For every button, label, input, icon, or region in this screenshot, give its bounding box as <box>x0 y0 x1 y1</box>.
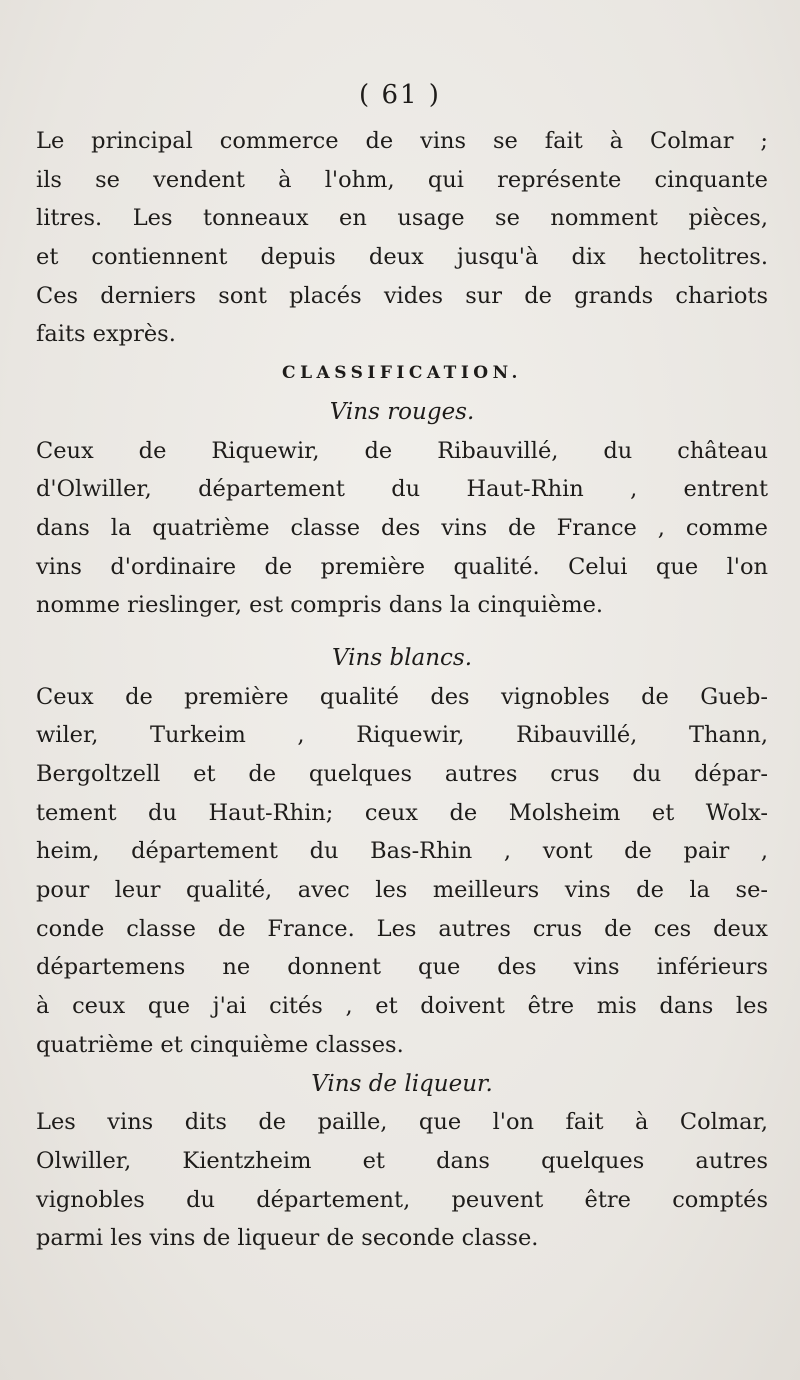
text-line: vins d'ordinaire de première qualité. Celui que l'on <box>36 553 768 580</box>
text-line: parmi les vins de liqueur de seconde classe. <box>36 1225 539 1252</box>
text-line: nomme rieslinger, est compris dans la cinquième. <box>36 592 604 619</box>
section-heading-blancs: Vins blancs. <box>331 644 473 671</box>
section-heading-liqueur: Vins de liqueur. <box>311 1070 493 1097</box>
text-line: Ceux de Riquewir, de Ribauvillé, du château <box>36 437 768 464</box>
text-line: Ces derniers sont placés vides sur de grands chariots <box>36 282 768 309</box>
text-line: wiler, Turkeim , Riquewir, Ribauvillé, Thann, <box>36 722 768 749</box>
text-line: quatrième et cinquième classes. <box>36 1031 404 1058</box>
text-line: départemens ne donnent que des vins inférieurs <box>36 954 768 981</box>
text-line: Le principal commerce de vins se fait à Colmar ; <box>36 128 768 154</box>
text-line: Olwiller, Kientzheim et dans quelques autres <box>36 1147 768 1174</box>
text-line: dans la quatrième classe des vins de France , comme <box>36 514 768 541</box>
text-line: vignobles du département, peuvent être comptés <box>36 1186 768 1213</box>
text-line: Bergoltzell et de quelques autres crus du dépar- <box>36 761 768 787</box>
text-line: à ceux que j'ai cités , et doivent être mis dans les <box>36 993 768 1020</box>
text-line: et contiennent depuis deux jusqu'à dix hectolitres. <box>36 244 768 271</box>
text-line: conde classe de France. Les autres crus de ces deux <box>36 915 768 942</box>
section-heading-classification: CLASSIFICATION. <box>282 363 522 384</box>
text-line: Ceux de première qualité des vignobles de Gueb- <box>36 683 768 710</box>
text-line: pour leur qualité, avec les meilleurs vins de la se- <box>36 877 768 904</box>
text-line: ils se vendent à l'ohm, qui représente cinquante <box>36 166 768 193</box>
page-text <box>36 122 768 1258</box>
text-line: Les vins dits de paille, que l'on fait à Colmar, <box>36 1109 768 1136</box>
section-heading-rouges: Vins rouges. <box>329 398 475 425</box>
text-line: tement du Haut-Rhin; ceux de Molsheim et Wolx- <box>36 799 768 826</box>
page-number: ( 61 ) <box>359 80 441 110</box>
text-line: faits exprès. <box>36 321 176 348</box>
text-line: heim, département du Bas-Rhin , vont de pair , <box>36 838 768 865</box>
text-line: litres. Les tonneaux en usage se nomment pièces, <box>36 205 768 232</box>
text-line: d'Olwiller, département du Haut-Rhin , entrent <box>36 476 768 503</box>
